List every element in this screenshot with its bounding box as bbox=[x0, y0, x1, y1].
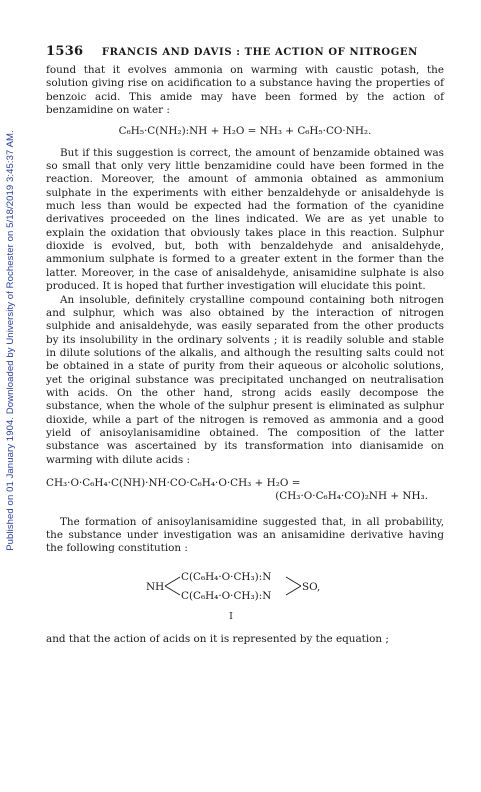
structure-top-arm: C(C₆H₄·O·CH₃):N bbox=[181, 570, 272, 583]
bond-upper-left bbox=[165, 577, 180, 586]
page-header bbox=[46, 44, 446, 59]
paragraph-2: But if this suggestion is correct, the amount of benzamide obtained was so small that only very little benzamidine could have been formed in the reaction. Moreover, the amount of ammonia obtained as ammonium sulphate in the experiments with either benzaldehyde or anisaldehyde is much less than would be expected had the formation of the cyanidine derivatives proceeded on the lines indicated. We are as yet unable to explain the oxidation that obviously takes place in this reaction. Sulphur dioxide is evolved, but, both with benzaldehyde and anisaldehyde, ammonium sulphate is formed to a greater extent in the former than the latter. Moreover, in the case of anisaldehyde, anisamidine sulphate is also produced. It is hoped that further investigation will elucidate this point. bbox=[46, 146, 444, 293]
download-watermark bbox=[3, 60, 17, 620]
bond-lower-left bbox=[165, 586, 180, 595]
bond-upper-right bbox=[286, 577, 301, 586]
structure-so: SO, bbox=[302, 580, 321, 593]
bond-lower-right bbox=[286, 586, 301, 595]
running-title: FRANCIS AND DAVIS : THE ACTION OF NITROGEN bbox=[101, 47, 418, 58]
paragraph-3: An insoluble, definitely crystalline compound containing both nitrogen and sulphur, which was also obtained by the interaction of nitrogen sulphide and anisaldehyde, was easily separated from the other products by its insolubility in the ordinary solvents ; it is readily soluble and stable in dilute solutions of the alkalis, and although the resulting salts could not be obtained in a state of purity from their aqueous or alcoholic solutions, yet the original substance was precipitated unchanged on neutralisation with acids. On the other hand, strong acids easily decompose the substance, when the whole of the sulphur present is eliminated as sulphur dioxide, while a part of the nitrogen is removed as ammonia and a good yield of anisoylanisamidine obtained. The composition of the latter substance was ascertained by its transformation into dianisamide on warming with dilute acids : bbox=[46, 293, 444, 466]
structural-formula bbox=[46, 564, 444, 608]
structure-nh: NH bbox=[146, 580, 165, 593]
paragraph-4: The formation of anisoylanisamidine suggested that, in all probability, the substance under investigation was an anisamidine derivative having the following constitution : bbox=[46, 515, 444, 555]
equation-anisoylanisamidine-right: (CH₃·O·C₆H₄·CO)₂NH + NH₃. bbox=[275, 490, 428, 503]
paragraph-5: and that the action of acids on it is represented by the equation ; bbox=[46, 633, 389, 646]
equation-benzamidine-hydrolysis: C₆H₅·C(NH₂):NH + H₂O = NH₃ + C₆H₅·CO·NH₂. bbox=[118, 125, 372, 138]
page-number: 1536 bbox=[46, 44, 84, 59]
structure-bottom-arm: C(C₆H₄·O·CH₃):N bbox=[181, 589, 272, 602]
watermark-text: Published on 01 January 1904. Downloaded by University of Rochester on 5/18/2019 3:45:37 AM. bbox=[4, 129, 16, 551]
structure-label: I bbox=[229, 610, 233, 622]
equation-anisoylanisamidine-left: CH₃·O·C₆H₄·C(NH)·NH·CO·C₆H₄·O·CH₃ + H₂O = bbox=[46, 476, 301, 489]
structure-diagram bbox=[146, 564, 406, 608]
article-body bbox=[46, 64, 444, 646]
paragraph-1: found that it evolves ammonia on warming with caustic potash, the solution giving rise on acidification to a substance having the properties of benzoic acid. This amide may have been formed by the action of benzamidine on water : bbox=[46, 64, 444, 117]
